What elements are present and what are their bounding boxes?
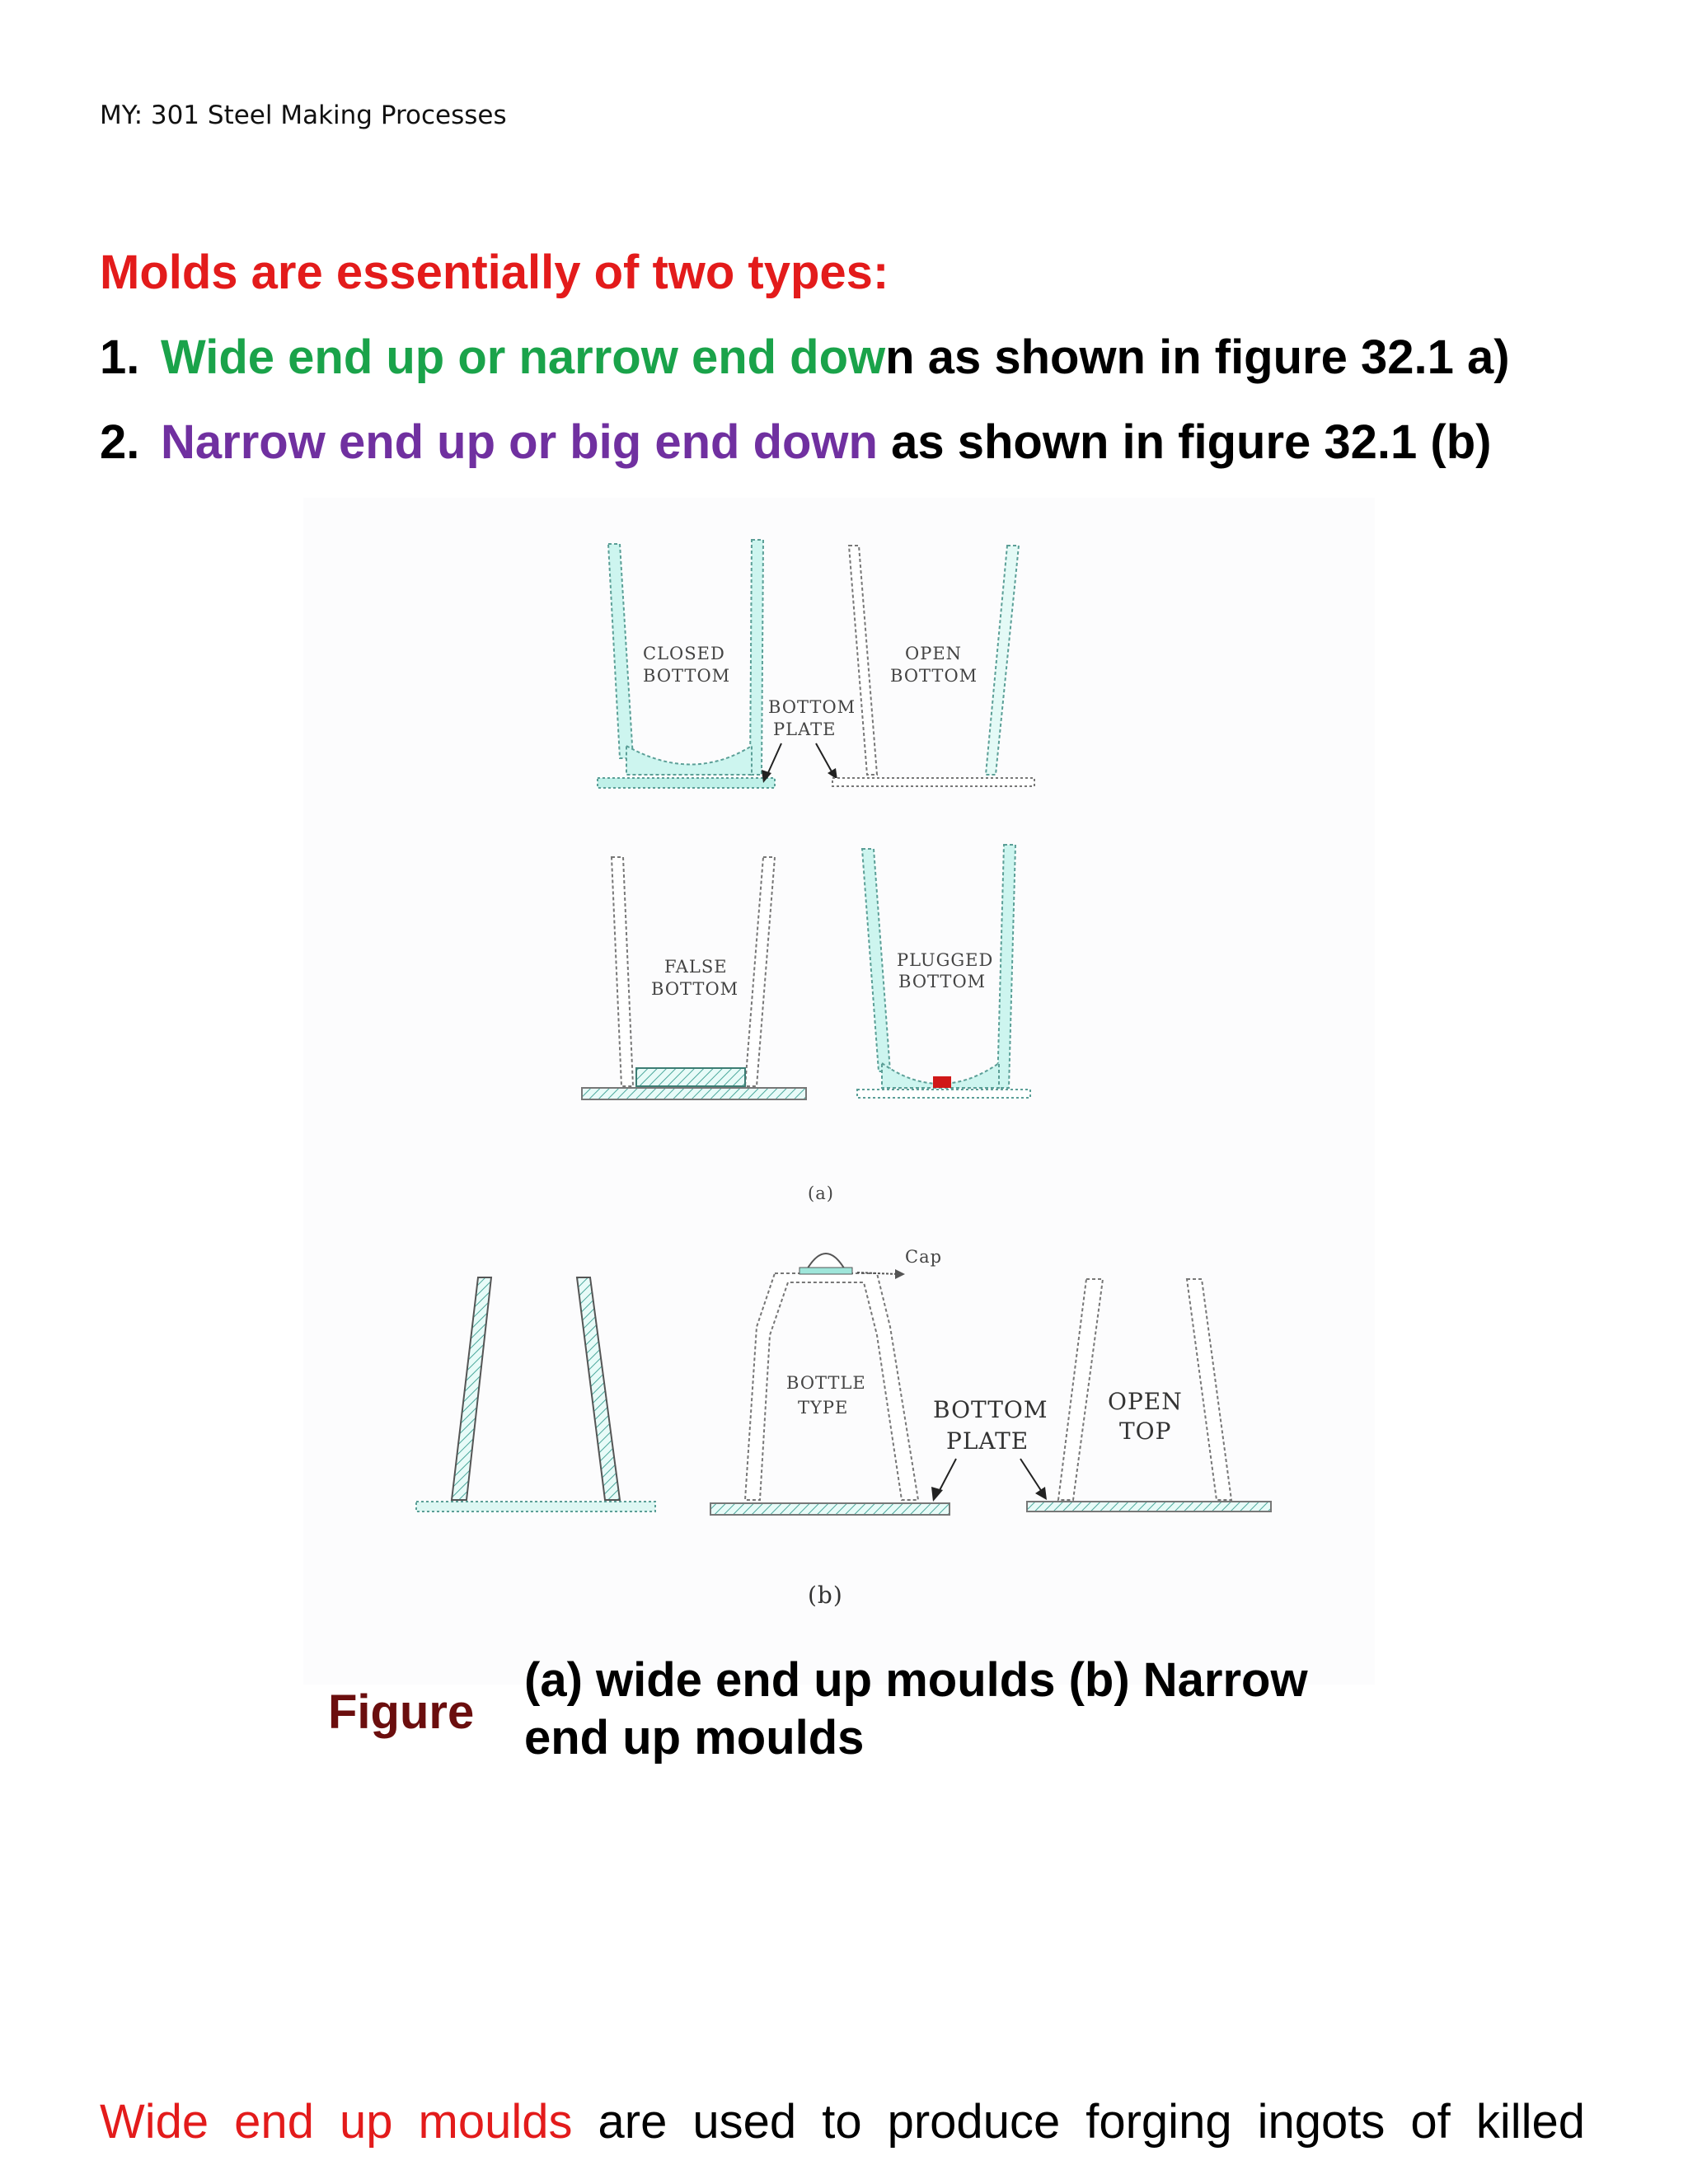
closed-bottom-label-1: CLOSED — [643, 644, 725, 663]
bottom-plate-label-2: PLATE — [773, 719, 837, 739]
list-number: 2. — [100, 415, 140, 469]
bottom-plate-b-label-2: PLATE — [946, 1427, 1029, 1455]
list-item-highlight: Wide end up or narrow end dow — [161, 330, 886, 384]
open-top-label-2: TOP — [1119, 1418, 1172, 1445]
paragraph-highlight: Wide end up moulds — [100, 2095, 573, 2149]
document-header: MY: 301 Steel Making Processes — [100, 101, 507, 130]
list-item-highlight: Narrow end up or big end down — [161, 415, 878, 469]
cap-label: Cap — [905, 1247, 943, 1267]
list-item-text: n as shown in figure 32.1 a) — [885, 330, 1510, 384]
paragraph-text: are used to produce forging ingots of killed — [572, 2095, 1585, 2149]
plugged-bottom-label-1: PLUGGED — [897, 950, 994, 970]
section-heading: Molds are essentially of two types: — [100, 246, 889, 299]
closed-bottom-mould — [598, 540, 775, 788]
narrow-end-mould — [416, 1277, 655, 1511]
bottle-type-label-2: TYPE — [798, 1398, 849, 1418]
plugged-bottom-label-2: BOTTOM — [898, 972, 987, 991]
list-item-text: as shown in figure 32.1 (b) — [877, 415, 1492, 469]
bottom-plate-b-arrows — [931, 1459, 1047, 1502]
open-top-label-1: OPEN — [1108, 1388, 1183, 1415]
bottom-plate-arrows — [762, 743, 837, 783]
bottom-plate-b-label-1: BOTTOM — [933, 1396, 1048, 1423]
figure-caption: (a) wide end up moulds (b) Narrow end up moulds — [524, 1653, 1308, 1765]
bottle-type-label-1: BOTTLE — [786, 1373, 866, 1393]
body-paragraph — [100, 2093, 1585, 2151]
false-bottom-label-1: FALSE — [664, 957, 728, 977]
list-number: 1. — [100, 330, 140, 384]
false-bottom-mould — [582, 857, 806, 1099]
closed-bottom-label-2: BOTTOM — [643, 666, 731, 686]
open-bottom-label-1: OPEN — [905, 644, 963, 663]
figure-label: Figure — [328, 1685, 475, 1739]
caption-b: (b) — [808, 1582, 843, 1609]
caption-a: (a) — [808, 1183, 834, 1203]
bottom-plate-label-1: BOTTOM — [768, 697, 856, 717]
open-bottom-label-2: BOTTOM — [890, 666, 978, 686]
false-bottom-label-2: BOTTOM — [651, 979, 739, 999]
